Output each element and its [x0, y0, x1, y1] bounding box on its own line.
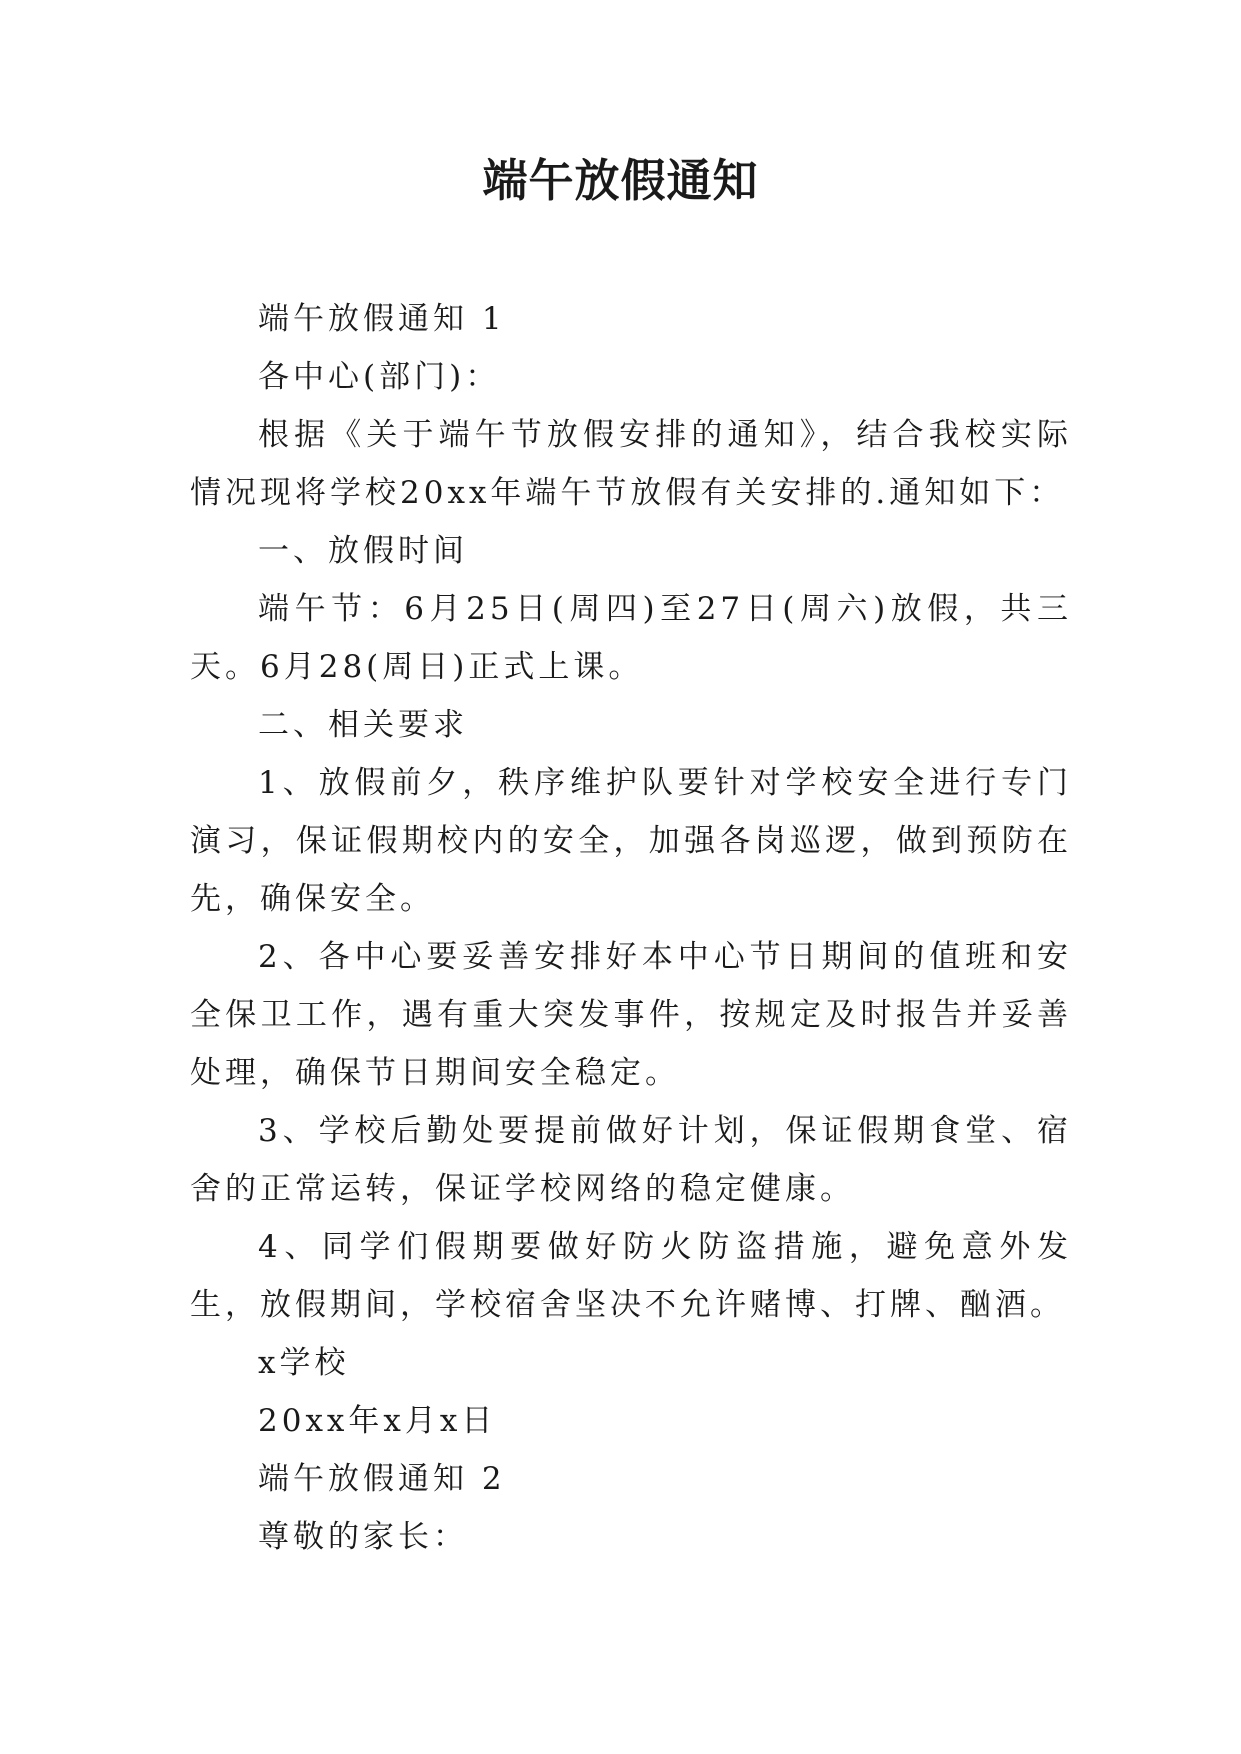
- section-heading-notice-1: 端午放假通知 1: [258, 301, 506, 337]
- requirement-item-2: 2、各中心要妥善安排好本中心节日期间的值班和安全保卫工作，遇有重大突发事件，按规定及时报告并妥善处理，确保节日期间安全稳定。: [190, 939, 1072, 1091]
- signature-date: 20xx年x月x日: [258, 1403, 497, 1439]
- holiday-schedule-paragraph: 端午节：6月25日(周四)至27日(周六)放假，共三天。6月28(周日)正式上课。: [190, 591, 1072, 685]
- document-body: [190, 290, 1072, 1566]
- requirement-item-1: 1、放假前夕，秩序维护队要针对学校安全进行专门演习，保证假期校内的安全，加强各岗巡逻，做到预防在先，确保安全。: [190, 765, 1072, 917]
- signature-school: x学校: [258, 1345, 350, 1381]
- salutation-parents: 尊敬的家长：: [258, 1519, 468, 1555]
- requirement-item-3: 3、学校后勤处要提前做好计划，保证假期食堂、宿舍的正常运转，保证学校网络的稳定健康。: [190, 1113, 1072, 1207]
- salutation-departments: 各中心(部门)：: [258, 359, 501, 395]
- intro-paragraph: 根据《关于端午节放假安排的通知》，结合我校实际情况现将学校20xx年端午节放假有关安排的.通知如下：: [190, 417, 1072, 511]
- section-heading-notice-2: 端午放假通知 2: [258, 1461, 506, 1497]
- heading-requirements: 二、相关要求: [258, 707, 468, 743]
- requirement-item-4: 4、同学们假期要做好防火防盗措施，避免意外发生，放假期间，学校宿舍坚决不允许赌博、打牌、酗酒。: [190, 1229, 1072, 1323]
- heading-holiday-time: 一、放假时间: [258, 533, 468, 569]
- document-title: 端午放假通知: [482, 154, 759, 207]
